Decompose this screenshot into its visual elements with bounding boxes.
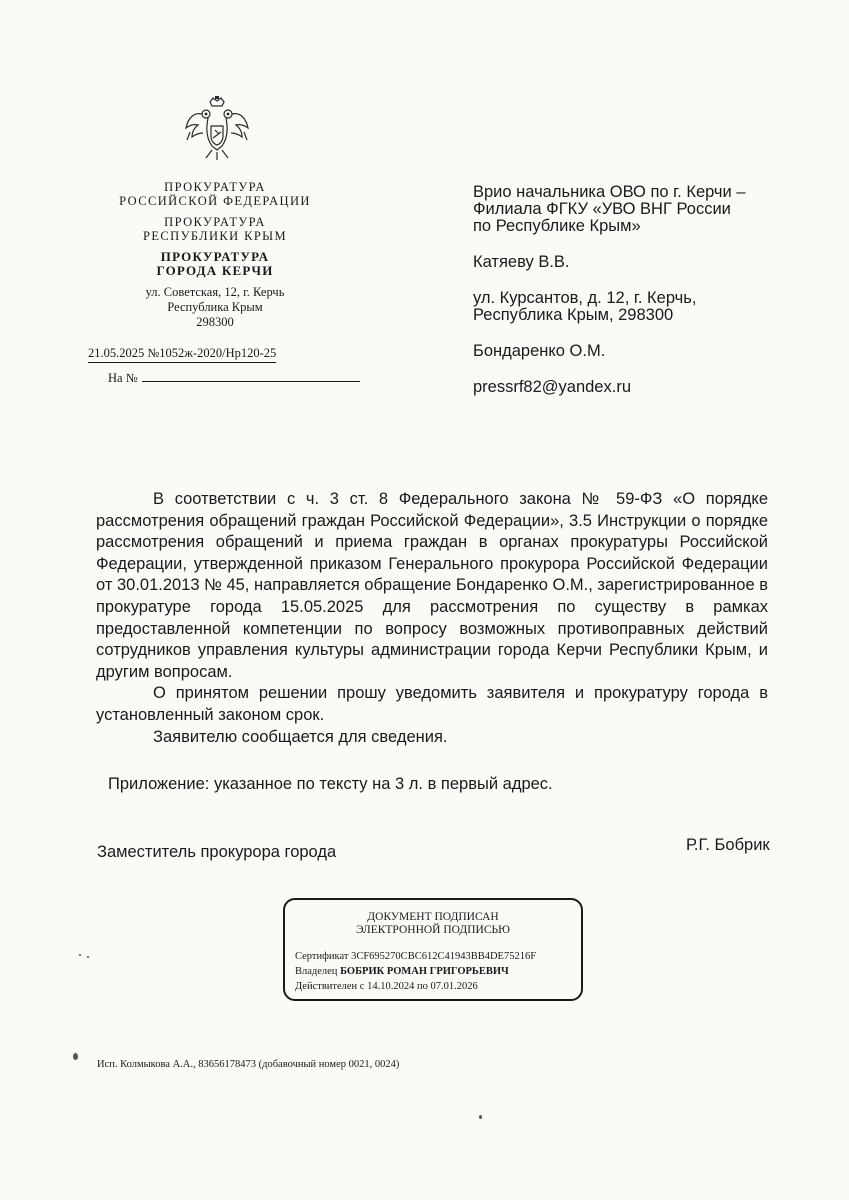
stamp-certificate-label: Сертификат bbox=[295, 951, 349, 962]
recipient-name: Катяеву В.В. bbox=[473, 253, 570, 271]
executor-line: Исп. Колмыкова А.А., 83656178473 (добавочный номер 0021, 0024) bbox=[97, 1059, 400, 1070]
stamp-owner-value: БОБРИК РОМАН ГРИГОРЬЕВИЧ bbox=[340, 966, 509, 977]
registration-number: 21.05.2025 №1052ж-2020/Нр120-25 bbox=[88, 346, 276, 363]
letter-body bbox=[96, 489, 768, 748]
stamp-title-line: ДОКУМЕНТ ПОДПИСАН bbox=[367, 911, 499, 923]
scan-speck bbox=[73, 1053, 78, 1060]
signatory-name: Р.Г. Бобрик bbox=[686, 836, 770, 854]
stamp-owner-label: Владелец bbox=[295, 966, 338, 977]
stamp-validity-label: Действителен с bbox=[295, 981, 365, 992]
scan-speck bbox=[79, 954, 81, 956]
scan-speck bbox=[479, 1115, 482, 1119]
stamp-owner bbox=[295, 966, 509, 977]
sender-line: ПРОКУРАТУРА bbox=[160, 249, 270, 264]
recipient-title-line: по Республике Крым» bbox=[473, 217, 641, 235]
sender-block bbox=[95, 180, 335, 330]
reference-label: На № bbox=[108, 371, 138, 385]
sender-line: ГОРОДА КЕРЧИ bbox=[156, 263, 274, 278]
electronic-signature-stamp bbox=[283, 898, 583, 1001]
sender-address-line: ул. Советская, 12, г. Керчь bbox=[145, 285, 285, 299]
double-headed-eagle-emblem-icon bbox=[182, 92, 252, 164]
recipient-title-line: Филиала ФГКУ «УВО ВНГ России bbox=[473, 200, 731, 218]
appendix-line: Приложение: указанное по тексту на 3 л. в первый адрес. bbox=[108, 775, 553, 793]
recipient-address-line: Республика Крым, 298300 bbox=[473, 306, 674, 324]
sender-line: ПРОКУРАТУРА bbox=[164, 180, 266, 194]
applicant-name: Бондаренко О.М. bbox=[473, 342, 606, 360]
recipient-title-line: Врио начальника ОВО по г. Керчи – bbox=[473, 183, 746, 201]
stamp-certificate bbox=[295, 951, 536, 962]
sender-line: РОССИЙСКОЙ ФЕДЕРАЦИИ bbox=[119, 194, 311, 208]
sender-line: РЕСПУБЛИКИ КРЫМ bbox=[143, 229, 287, 243]
body-paragraph: В соответствии с ч. 3 ст. 8 Федерального закона № 59-ФЗ «О порядке рассмотрения обращений граждан Российской Федерации», 3.5 Инструкции о порядке рассмотрения обращений и приема граждан в органах прокуратуры Российской Федерации, утвержденной приказом Генерального прокурора Российской Федерации от 30.01.2013 № 45, направляется обращение Бондаренко О.М., зарегистрированное в прокуратуре города 15.05.2025 для рассмотрения по существу в рамках предоставленной компетенции по вопросу возможных противоправных действий сотрудников управления культуры администрации города Керчи Республики Крым, и другим вопросам. bbox=[96, 490, 768, 681]
stamp-valid-to-label: по bbox=[416, 981, 428, 992]
stamp-certificate-value: 3CF695270CBC612C41943BB4DE75216F bbox=[351, 951, 537, 962]
sender-line: ПРОКУРАТУРА bbox=[164, 215, 266, 229]
recipient-email: pressrf82@yandex.ru bbox=[473, 378, 631, 396]
signatory-position: Заместитель прокурора города bbox=[97, 843, 337, 861]
stamp-valid-to: 07.01.2026 bbox=[430, 981, 478, 992]
stamp-valid-from: 14.10.2024 bbox=[367, 981, 415, 992]
recipient-address-line: ул. Курсантов, д. 12, г. Керчь, bbox=[473, 289, 697, 307]
body-paragraph: О принятом решении прошу уведомить заявителя и прокуратуру города в установленный законом срок. bbox=[96, 684, 768, 724]
stamp-title-line: ЭЛЕКТРОННОЙ ПОДПИСЬЮ bbox=[356, 924, 510, 936]
sender-address-line: 298300 bbox=[196, 315, 234, 329]
recipient-block bbox=[473, 184, 803, 396]
scan-speck bbox=[87, 956, 89, 958]
reference-number-line bbox=[108, 370, 360, 386]
body-paragraph: Заявителю сообщается для сведения. bbox=[153, 727, 448, 746]
stamp-validity bbox=[295, 981, 478, 992]
stamp-title bbox=[285, 911, 581, 937]
sender-address-line: Республика Крым bbox=[167, 300, 263, 314]
